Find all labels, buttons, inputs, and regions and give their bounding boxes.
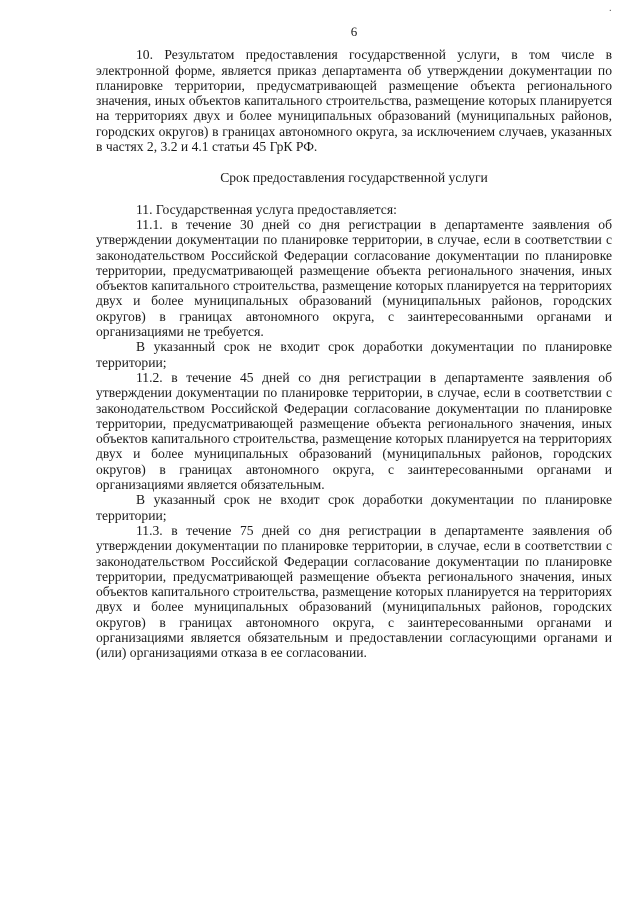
- paragraph-11: 11. Государственная услуга предоставляется:: [136, 201, 397, 217]
- section-heading: Срок предоставления государственной услуги: [220, 170, 488, 186]
- corner-mark: ·: [608, 6, 612, 17]
- page-number: 6: [350, 24, 358, 39]
- paragraph-note-1: В указанный срок не входит срок доработки документации по планировке территории;: [96, 339, 612, 370]
- paragraph-10: 10. Результатом предоставления государственной услуги, в том числе в электронной форме, является приказ департамента об утверждении документации по планировке территории, предусматривающей размещение объекта регионального значения, иных объектов капитального строительства, размещение которых планируется на территориях двух и более муниципальных образований (муниципальных районов, городских округов) в границах автономного округа, за исключением случаев, указанных в частях 2, 3.2 и 4.1 статьи 45 ГрК РФ.: [96, 47, 612, 155]
- paragraph-note-2: В указанный срок не входит срок доработки документации по планировке территории;: [96, 492, 612, 523]
- paragraph-11-2: 11.2. в течение 45 дней со дня регистрации в департаменте заявления об утверждении документации по планировке территории, в случае, если в соответствии с законодательством Российской Федерации согласование документации по планировке территории, предусматривающей размещение объекта регионального значения, иных объектов капитального строительства, размещение которых планируется на территориях двух и более муниципальных образований (муниципальных районов, городских округов) в границах автономного округа, с заинтересованными органами и организациями является обязательным.: [96, 369, 612, 493]
- paragraph-11-3: 11.3. в течение 75 дней со дня регистрации в департаменте заявления об утверждении документации по планировке территории, в случае, если в соответствии с законодательством Российской Федерации согласование документации по планировке территории, предусматривающей размещение объекта регионального значения, иных объектов капитального строительства, размещение которых планируется на территориях двух и более муниципальных образований (муниципальных районов, городских округов) в границах автономного округа, с заинтересованными органами и организациями является обязательным и предоставлении согласующими органами и (или) организациями отказа в ее согласовании.: [96, 522, 612, 661]
- document-page: [96, 24, 612, 661]
- paragraph-11-1: 11.1. в течение 30 дней со дня регистрации в департаменте заявления об утверждении документации по планировке территории, в случае, если в соответствии с законодательством Российской Федерации согласование документации по планировке территории, предусматривающей размещение объекта регионального значения, иных объектов капитального строительства, размещение которых планируется на территориях двух и более муниципальных образований (муниципальных районов, городских округов) в границах автономного округа, с заинтересованными органами и организациями не требуется.: [96, 216, 612, 340]
